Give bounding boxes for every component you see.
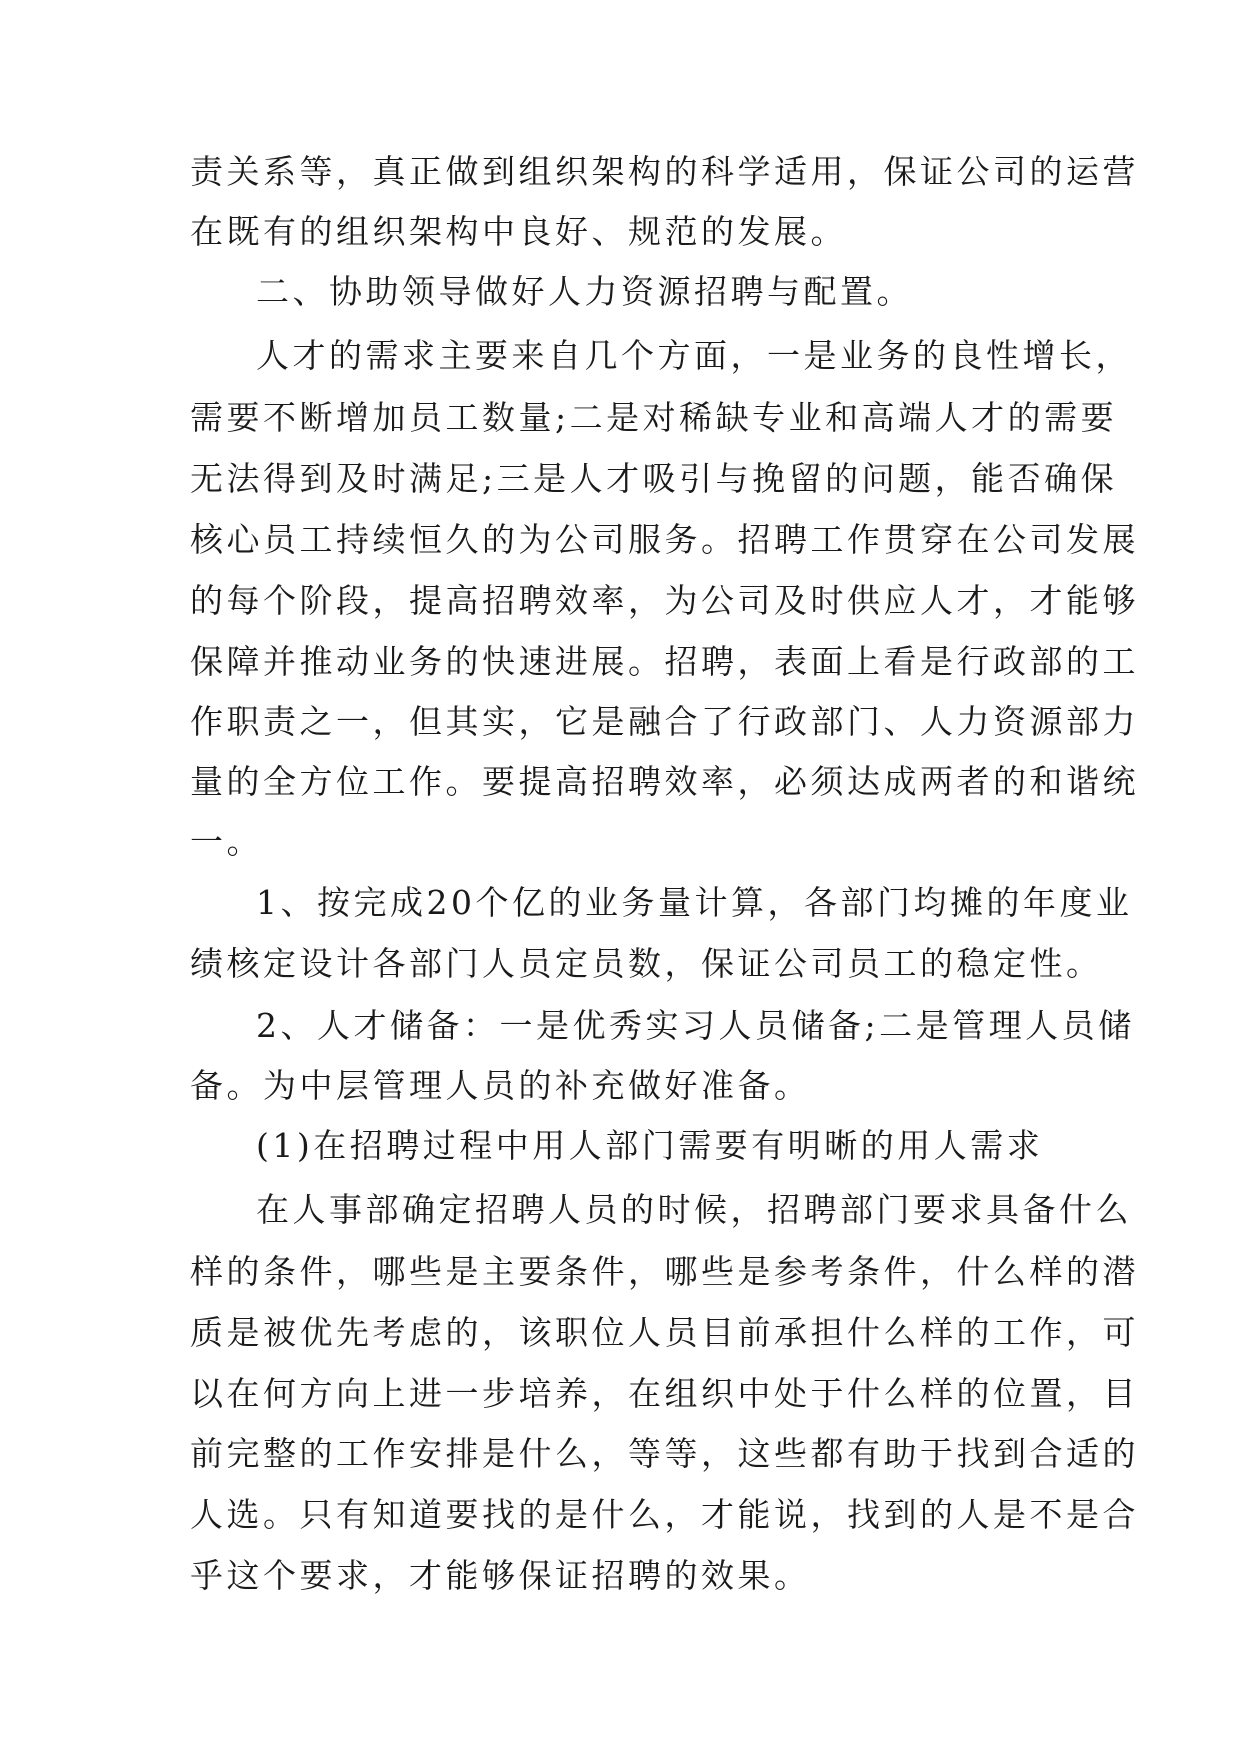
paragraph-line: 质是被优先考虑的，该职位人员目前承担什么样的工作，可 bbox=[190, 1313, 1139, 1352]
paragraph-line: 乎这个要求，才能够保证招聘的效果。 bbox=[190, 1556, 811, 1595]
list-item-line: 1、按完成20个亿的业务量计算，各部门均摊的年度业 bbox=[256, 883, 1133, 922]
paragraph-line: 一。 bbox=[190, 822, 263, 861]
paragraph-line: 前完整的工作安排是什么，等等，这些都有助于找到合适的 bbox=[190, 1434, 1139, 1473]
paragraph-line: 需要不断增加员工数量;二是对稀缺专业和高端人才的需要 bbox=[190, 398, 1118, 437]
paragraph-line: 无法得到及时满足;三是人才吸引与挽留的问题，能否确保 bbox=[190, 459, 1118, 498]
paragraph-line: 作职责之一，但其实，它是融合了行政部门、人力资源部力 bbox=[190, 702, 1139, 741]
paragraph-line: 绩核定设计各部门人员定员数，保证公司员工的稳定性。 bbox=[190, 944, 1103, 983]
paragraph-line: 的每个阶段，提高招聘效率，为公司及时供应人才，才能够 bbox=[190, 581, 1139, 620]
paragraph-line: 样的条件，哪些是主要条件，哪些是参考条件，什么样的潜 bbox=[190, 1252, 1139, 1291]
paragraph-line: 备。为中层管理人员的补充做好准备。 bbox=[190, 1066, 811, 1105]
list-item-line: 2、人才储备：一是优秀实习人员储备;二是管理人员储 bbox=[256, 1006, 1135, 1045]
paragraph-line: 以在何方向上进一步培养，在组织中处于什么样的位置，目 bbox=[190, 1374, 1139, 1413]
paragraph-line: 在既有的组织架构中良好、规范的发展。 bbox=[190, 212, 847, 251]
paragraph-line: 量的全方位工作。要提高招聘效率，必须达成两者的和谐统 bbox=[190, 762, 1139, 801]
paragraph-line: 保障并推动业务的快速进展。招聘，表面上看是行政部的工 bbox=[190, 642, 1139, 681]
section-heading: 二、协助领导做好人力资源招聘与配置。 bbox=[256, 272, 913, 311]
paragraph-line: 责关系等，真正做到组织架构的科学适用，保证公司的运营 bbox=[190, 152, 1139, 191]
subheading: (1)在招聘过程中用人部门需要有明晰的用人需求 bbox=[256, 1126, 1044, 1165]
paragraph-line: 人才的需求主要来自几个方面，一是业务的良性增长， bbox=[256, 336, 1132, 375]
paragraph-line: 人选。只有知道要找的是什么，才能说，找到的人是不是合 bbox=[190, 1495, 1139, 1534]
paragraph-line: 核心员工持续恒久的为公司服务。招聘工作贯穿在公司发展 bbox=[190, 520, 1139, 559]
paragraph-line: 在人事部确定招聘人员的时候，招聘部门要求具备什么 bbox=[256, 1190, 1132, 1229]
